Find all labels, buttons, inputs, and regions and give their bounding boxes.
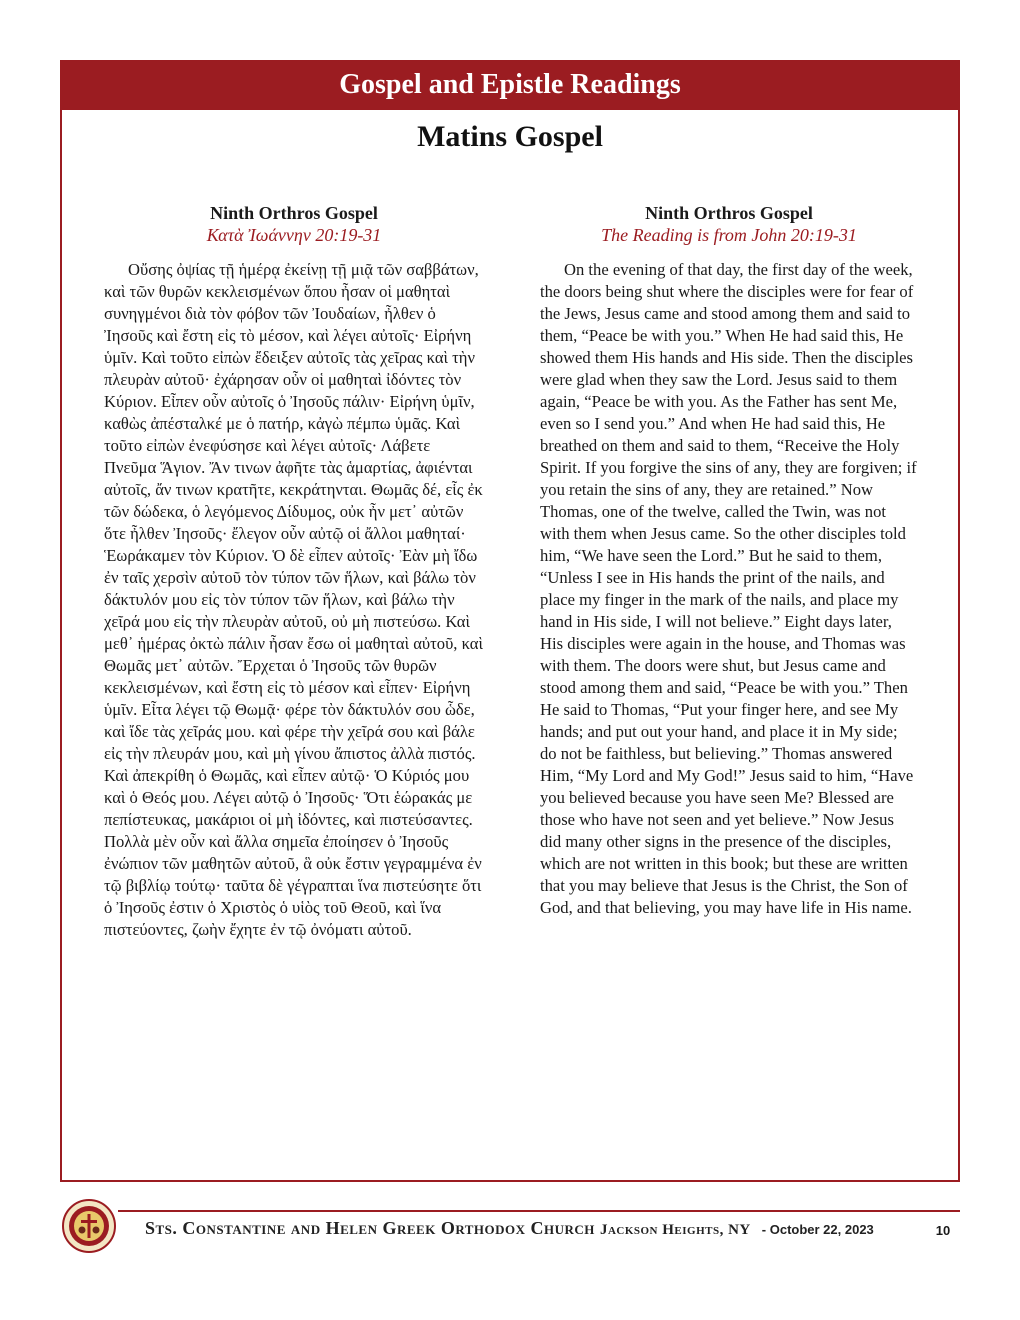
banner-title: Gospel and Epistle Readings bbox=[339, 69, 681, 100]
footer-rule bbox=[118, 1210, 960, 1212]
section-banner bbox=[60, 60, 960, 110]
greek-reading-text: Οὔσης ὀψίας τῇ ἡμέρᾳ ἐκείνῃ τῇ μιᾷ τῶν σαββάτων, καὶ τῶν θυρῶν κεκλεισμένων ὅπου ἦσαν οἱ μαθηταὶ συνηγμένοι διὰ τὸν φόβον τῶν Ἰουδαίων, ἦλθεν ὁ Ἰησοῦς καὶ ἔστη εἰς τὸ μέσον, καὶ λέγει αὐτοῖς· Εἰρήνη ὑμῖν. Καὶ τοῦτο εἰπὼν ἔδειξεν αὐτοῖς τὰς χεῖρας καὶ τὴν πλευρὰν αὐτοῦ· ἐχάρησαν οὖν οἱ μαθηταὶ ἰδόντες τὸν Κύριον. Εἶπεν οὖν αὐτοῖς ὁ Ἰησοῦς πάλιν· Εἰρήνη ὑμῖν, καθὼς ἀπέσταλκέ με ὁ πατήρ, κἀγὼ πέμπω ὑμᾶς. Καὶ τοῦτο εἰπὼν ἐνεφύσησε καὶ λέγει αὐτοῖς· Λάβετε Πνεῦμα Ἅγιον. Ἄν τινων ἀφῆτε τὰς ἁμαρτίας, ἀφιένται αὐτοῖς, ἄν τινων κρατῆτε, κεκράτηνται. Θωμᾶς δέ, εἷς ἐκ τῶν δώδεκα, ὁ λεγόμενος Δίδυμος, οὐκ ἦν μετ᾽ αὐτῶν ὅτε ἦλθεν Ἰησοῦς· ἔλεγον οὖν αὐτῷ οἱ ἄλλοι μαθηταί· Ἑωράκαμεν τὸν Κύριον. Ὁ δὲ εἶπεν αὐτοῖς· Ἐὰν μὴ ἴδω ἐν ταῖς χερσὶν αὐτοῦ τὸν τύπον τῶν ἥλων, καὶ βάλω τὸν δάκτυλόν μου εἰς τὸν τύπον τῶν ἥλων, καὶ βάλω τὴν χεῖρά μου εἰς τὴν πλευρὰν αὐτοῦ, οὐ μὴ πιστεύσω. Καὶ μεθ᾽ ἡμέρας ὀκτὼ πάλιν ἦσαν ἔσω οἱ μαθηταὶ αὐτοῦ, καὶ Θωμᾶς μετ᾽ αὐτῶν. Ἔρχεται ὁ Ἰησοῦς τῶν θυρῶν κεκλεισμένων, καὶ ἔστη εἰς τὸ μέσον καὶ εἶπεν· Εἰρήνη ὑμῖν. Εἶτα λέγει τῷ Θωμᾷ· φέρε τὸν δάκτυλόν σου ὧδε, καὶ ἴδε τὰς χεῖράς μου. καὶ φέρε τὴν χεῖρά σου καὶ βάλε εἰς τὴν πλευράν μου, καὶ μὴ γίνου ἄπιστος ἀλλὰ πιστός. Καὶ ἀπεκρίθη ὁ Θωμᾶς, καὶ εἶπεν αὐτῷ· Ὁ Κύριός μου καὶ ὁ Θεός μου. Λέγει αὐτῷ ὁ Ἰησοῦς· Ὅτι ἑώρακάς με πεπίστευκας, μακάριοι οἱ μὴ ἰδόντες, καὶ πιστεύσαντες. Πολλὰ μὲν οὖν καὶ ἄλλα σημεῖα ἐποίησεν ὁ Ἰησοῦς ἐνώπιον τῶν μαθητῶν αὐτοῦ, ἃ οὐκ ἔστιν γεγραμμένα ἐν τῷ βιβλίῳ τούτῳ· ταῦτα δὲ γέγραπται ἵνα πιστεύσητε ὅτι ὁ Ἰησοῦς ἐστιν ὁ Χριστὸς ὁ υἱὸς τοῦ Θεοῦ, καὶ ἵνα πιστεύοντες, ζωὴν ἔχητε ἐν τῷ ὀνόματι αὐτοῦ. bbox=[104, 260, 483, 939]
greek-reading-heading: Ninth Orthros Gospel bbox=[210, 203, 378, 223]
footer-church-name: Sts. Constantine and Helen Greek Orthodox Church bbox=[145, 1218, 595, 1238]
english-reading-text: On the evening of that day, the first day of the week, the doors being shut where the disciples were for fear of the Jews, Jesus came and stood among them and said to them, “Peace be with you.” When He had said this, He showed them His hands and His side. Then the disciples were glad when they saw the Lord. Jesus said to them again, “Peace be with you. As the Father has sent Me, even so I send you.” And when He had said this, He breathed on them and said to them, “Receive the Holy Spirit. If you forgive the sins of any, they are forgiven; if you retain the sins of any, they are retained.” Now Thomas, one of the twelve, called the Twin, was not with them when Jesus came. So the other disciples told him, “We have seen the Lord.” But he said to them, “Unless I see in His hands the print of the nails, and place my finger in the mark of the nails, and place my hand in His side, I will not believe.” Eight days later, His disciples were again in the house, and Thomas was with them. The doors were shut, but Jesus came and stood among them and said, “Peace be with you.” Then He said to Thomas, “Put your finger here, and see My hands; and put out your hand, and place it in My side; do not be faithless, but believing.” Thomas answered Him, “My Lord and My God!” Jesus said to him, “Have you believed because you have seen Me? Blessed are those who have not seen and yet believe.” Now Jesus did many other signs in the presence of the disciples, which are not written in this book; but these are written that you may believe that Jesus is the Christ, the Son of God, and that believing, you may have life in His name. bbox=[540, 260, 917, 917]
footer-church-line bbox=[145, 1218, 874, 1239]
church-seal-icon bbox=[62, 1199, 116, 1253]
greek-reading-column bbox=[104, 202, 484, 941]
footer-date: - October 22, 2023 bbox=[761, 1222, 874, 1237]
english-reading-reference: The Reading is from John 20:19-31 bbox=[601, 225, 857, 245]
greek-reading-reference: Κατὰ Ἰωάννην 20:19-31 bbox=[206, 225, 382, 245]
english-reading-heading: Ninth Orthros Gospel bbox=[645, 203, 813, 223]
english-reading-column bbox=[540, 202, 918, 919]
page-title: Matins Gospel bbox=[417, 120, 603, 153]
footer-location: Jackson Heights, NY bbox=[599, 1222, 751, 1238]
page-number: 10 bbox=[935, 1223, 951, 1238]
